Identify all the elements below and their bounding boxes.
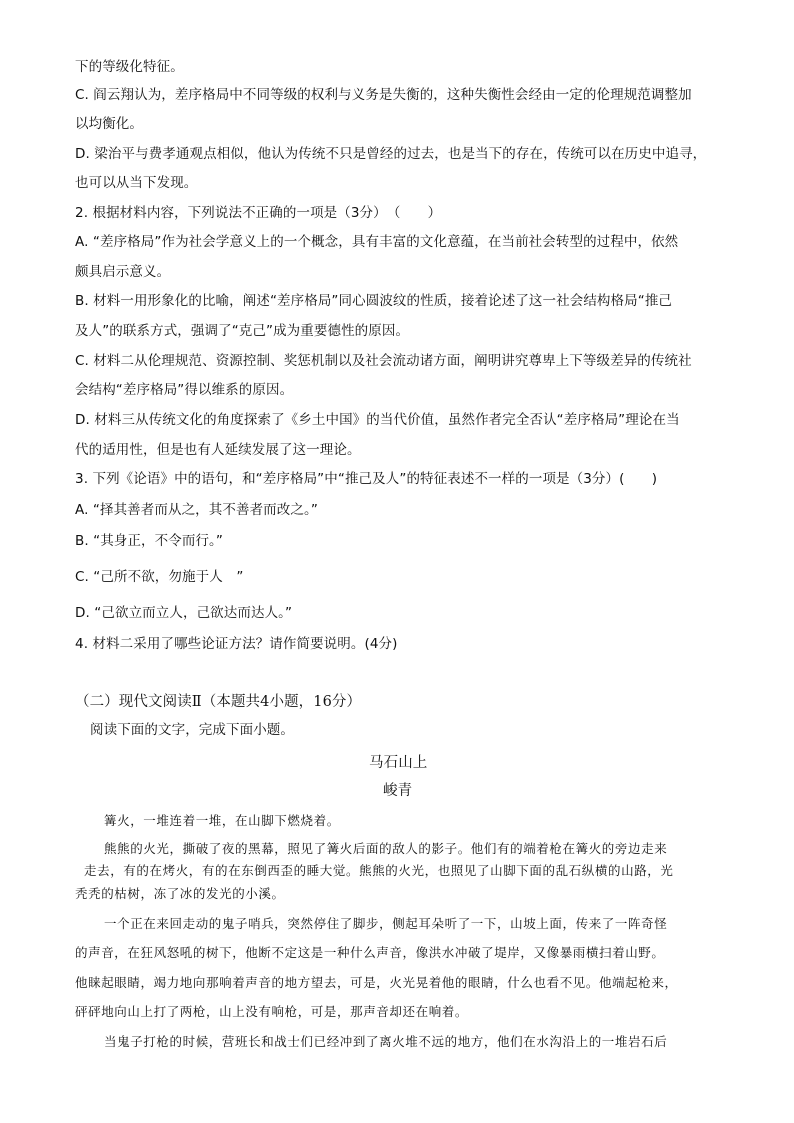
option-d-line: D. 材料三从传统文化的角度探索了《乡土中国》的当代价值，虽然作者完全否认“差序格局”理论在当 (75, 412, 680, 428)
story-line: 一个正在来回走动的鬼子哨兵，突然停住了脚步，侧起耳朵听了一下，山坡上面，传来了一阵奇怪 (104, 916, 668, 931)
story-line: 砰砰地向山上打了两枪，山上没有响枪，可是，那声音却还在响着。 (75, 1004, 469, 1019)
option-c-line: C. “己所不欲，勿施于人 ” (75, 569, 244, 585)
text-line: 及人”的联系方式，强调了“克己”成为重要德性的原因。 (75, 323, 410, 339)
text-line: 颇具启示意义。 (75, 264, 171, 280)
question-4: 4. 材料二采用了哪些论证方法？请作简要说明。(4分) (75, 636, 398, 652)
story-author: 峻青 (383, 783, 413, 799)
text-line: 代的适用性，但是也有人延续发展了这一理论。 (75, 442, 361, 458)
story-line: 当鬼子打枪的时候，营班长和战士们已经冲到了离火堆不远的地方，他们在水沟沿上的一堆岩石后 (104, 1034, 668, 1049)
text-line: 会结构“差序格局”得以维系的原因。 (75, 382, 294, 398)
story-line: 熊熊的火光，撕破了夜的黑幕，照见了篝火后面的敌人的影子。他们有的端着枪在篝火的旁边走来 (104, 841, 668, 856)
text-line: 也可以从当下发现。 (75, 175, 198, 191)
section-heading: （二）现代文阅读Ⅱ（本题共4小题，16分） (75, 694, 362, 710)
option-a-line: A. “差序格局”作为社会学意义上的一个概念，具有丰富的文化意蕴，在当前社会转型的过程中，依然 (75, 234, 679, 250)
option-b-line: B. 材料一用形象化的比喻，阐述“差序格局”同心圆波纹的性质，接着论述了这一社会结构格局“推己 (75, 293, 673, 309)
story-line: 篝火，一堆连着一堆，在山脚下燃烧着。 (104, 813, 340, 828)
option-d-line: D. “己欲立而立人，己欲达而达人。” (75, 605, 293, 621)
text-line: 以均衡化。 (75, 116, 143, 132)
question-2: 2. 根据材料内容，下列说法不正确的一项是（3分） （ ） (75, 205, 442, 221)
story-line: 的声音，在狂风怒吼的树下，他断不定这是一种什么声音，像洪水冲破了堤岸，又像暴雨横扫着山野。 (75, 945, 665, 960)
instruction-line: 阅读下面的文字，完成下面小题。 (90, 722, 294, 738)
question-3: 3. 下列《论语》中的语句，和“差序格局”中“推己及人”的特征表述不一样的一项是（3分）( ) (75, 471, 658, 487)
option-c-line: C. 材料二从伦理规范、资源控制、奖惩机制以及社会流动诸方面，阐明讲究尊卑上下等级差异的传统社 (75, 353, 692, 369)
story-line: 走去，有的在烤火，有的在东倒西歪的睡大觉。熊熊的火光，也照见了山脚下面的乱石纵横的山路，光 (84, 863, 674, 878)
text-line: 下的等级化特征。 (75, 59, 184, 75)
option-c-line: C. 阎云翔认为，差序格局中不同等级的权利与义务是失衡的，这种失衡性会经由一定的伦理规范调整加 (75, 87, 692, 103)
story-line: 秃秃的枯树，冻了冰的发光的小溪。 (75, 886, 285, 901)
story-title: 马石山上 (369, 755, 428, 771)
option-a-line: A. “择其善者而从之，其不善者而改之。” (75, 502, 318, 518)
option-b-line: B. “其身正，不令而行。” (75, 533, 223, 549)
story-line: 他睐起眼睛，竭力地向那响着声音的地方望去，可是，火光晃着他的眼睛，什么也看不见。他端起枪来， (75, 975, 678, 990)
option-d-line: D. 梁治平与费孝通观点相似，他认为传统不只是曾经的过去，也是当下的存在，传统可以在历史中追寻， (75, 146, 707, 162)
